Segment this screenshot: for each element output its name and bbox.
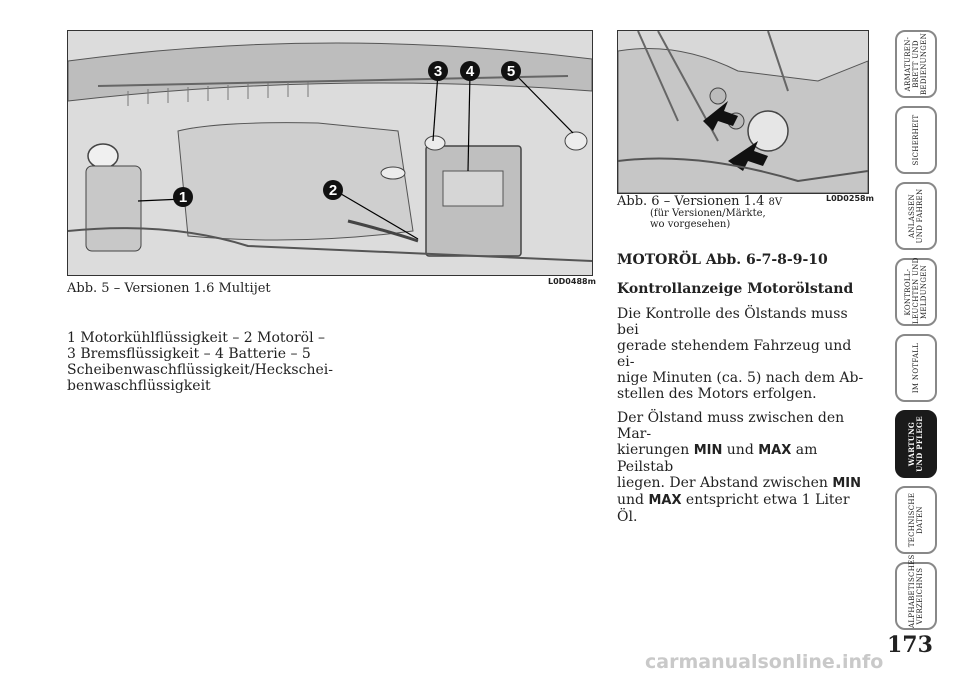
tab-im-notfall[interactable]: [895, 334, 937, 402]
tab-wartung[interactable]: [895, 410, 937, 478]
tab-label: ARMATUREN- BRETT UND BEDIENUNGEN: [904, 32, 928, 96]
figure-6-caption-note-1: (für Versionen/Märkte,: [650, 208, 766, 219]
figure-5-engine-bay-illustration: [67, 30, 593, 276]
legend-line: Scheibenwaschflüssigkeit/Heckschei-: [67, 362, 333, 378]
callout-5: 5: [506, 63, 516, 80]
callout-2: 2: [328, 182, 338, 199]
tab-label: ANLASSEN UND FAHREN: [908, 188, 924, 244]
tab-verzeichnis[interactable]: [895, 554, 937, 630]
callout-3: 3: [433, 63, 443, 80]
text-fragment: und: [617, 492, 649, 508]
figure-6-caption-note-2: wo vorgesehen): [650, 219, 731, 230]
legend-line: benwaschflüssigkeit: [67, 378, 211, 394]
figure-6-caption-title: Abb. 6 – Versionen 1.4: [617, 194, 765, 209]
section-title: MOTORÖL Abb. 6-7-8-9-10: [617, 252, 828, 268]
figure-5-legend: [67, 330, 333, 394]
figure-5-code: L0D0488m: [548, 277, 596, 286]
figure-5-caption: Abb. 5 – Versionen 1.6 Multijet: [67, 281, 271, 296]
paragraph-oil-level: [617, 410, 872, 525]
text-fragment: kierungen: [617, 442, 694, 458]
callout-1: 1: [178, 189, 188, 206]
min-marker: MIN: [693, 443, 723, 458]
legend-line: 1 Motorkühlflüssigkeit – 2 Motoröl –: [67, 330, 326, 346]
figure-6-caption-suffix: 8V: [768, 197, 783, 208]
tab-label: IM NOTFALL: [912, 342, 920, 394]
tab-armaturenbrett[interactable]: [895, 30, 937, 98]
text-fragment: und: [722, 442, 759, 458]
text-line: Die Kontrolle des Ölstands muss bei: [617, 306, 848, 338]
tab-label: KONTROLL- LEUCHTEN UND MELDUNGEN: [904, 257, 928, 324]
tab-label: ALPHABETISCHES VERZEICHNIS: [908, 554, 924, 628]
text-line: gerade stehendem Fahrzeug und ei-: [617, 338, 852, 370]
text-fragment: entspricht etwa 1 Liter Öl.: [617, 492, 850, 525]
tab-kontrollleuchten[interactable]: [895, 258, 937, 326]
text-fragment: liegen. Der Abstand zwischen: [617, 475, 833, 491]
figure-6-code: L0D0258m: [826, 194, 874, 203]
figure-6-oil-illustration: [617, 30, 869, 194]
max-marker: MAX: [648, 493, 682, 508]
text-line: stellen des Motors erfolgen.: [617, 386, 817, 402]
section-body: [617, 306, 872, 533]
tab-label: TECHNISCHE DATEN: [908, 492, 924, 548]
min-marker: MIN: [832, 476, 862, 491]
watermark: carmanualsonline.info: [645, 651, 884, 673]
tab-label: SICHERHEIT: [912, 114, 920, 166]
tab-technische-daten[interactable]: [895, 486, 937, 554]
max-marker: MAX: [758, 443, 792, 458]
text-line: Der Ölstand muss zwischen den Mar-: [617, 410, 845, 442]
page-number: 173: [887, 632, 933, 658]
section-subtitle: Kontrollanzeige Motorölstand: [617, 281, 854, 297]
tab-label: WARTUNG UND PFLEGE: [907, 416, 924, 472]
callout-4: 4: [465, 63, 475, 80]
legend-line: 3 Bremsflüssigkeit – 4 Batterie – 5: [67, 346, 311, 362]
text-line: nige Minuten (ca. 5) nach dem Ab-: [617, 370, 864, 386]
tab-sicherheit[interactable]: [895, 106, 937, 174]
text-fragment: am Peilstab: [617, 442, 818, 475]
paragraph-oil-check: [617, 306, 872, 402]
tab-anlassen[interactable]: [895, 182, 937, 250]
